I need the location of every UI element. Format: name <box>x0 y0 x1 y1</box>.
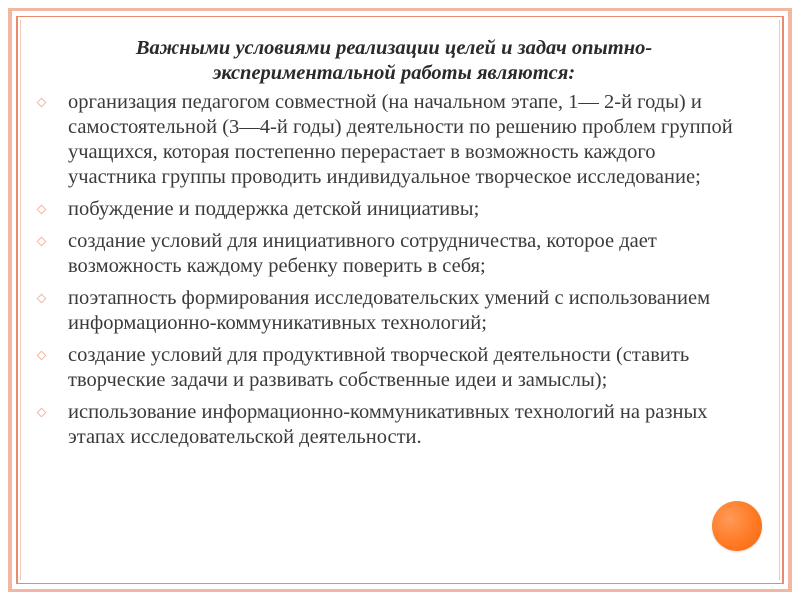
list-item <box>38 286 744 336</box>
list-item-text: использование информационно-коммуникативных технологий на разных этапах исследовательской деятельности. <box>68 401 708 448</box>
list-item-text: побуждение и поддержка детской инициативы; <box>68 198 480 220</box>
diamond-bullet-icon <box>37 98 47 108</box>
list-item-text: создание условий для продуктивной творческой деятельности (ставить творческие задачи и развивать собственные идеи и замыслы); <box>68 344 690 391</box>
orange-circle-icon <box>712 501 762 551</box>
diamond-bullet-icon <box>37 205 47 215</box>
list-item <box>38 343 744 393</box>
slide-title: Важными условиями реализации целей и задач опытно-экспериментальной работы являются: <box>135 37 653 84</box>
list-item <box>38 229 744 279</box>
diamond-bullet-icon <box>37 237 47 247</box>
list-item <box>38 90 744 190</box>
diamond-bullet-icon <box>37 351 47 361</box>
list-item-text: создание условий для инициативного сотрудничества, которое дает возможность каждому ребенку поверить в себя; <box>68 230 657 277</box>
slide-content <box>38 26 744 457</box>
bullet-list <box>38 90 744 450</box>
diamond-bullet-icon <box>37 294 47 304</box>
list-item <box>38 197 744 222</box>
list-item <box>38 400 744 450</box>
list-item-text: организация педагогом совместной (на начальном этапе, 1— 2-й годы) и самостоятельной (3—4-й годы) деятельности по решению проблем группой учащихся, которая постепенно перерастает в возможность каждого участника группы проводить индивидуальное творческое исследование; <box>68 91 733 188</box>
diamond-bullet-icon <box>37 408 47 418</box>
list-item-text: поэтапность формирования исследовательских умений с использованием информационно-коммуникативных технологий; <box>68 287 711 334</box>
